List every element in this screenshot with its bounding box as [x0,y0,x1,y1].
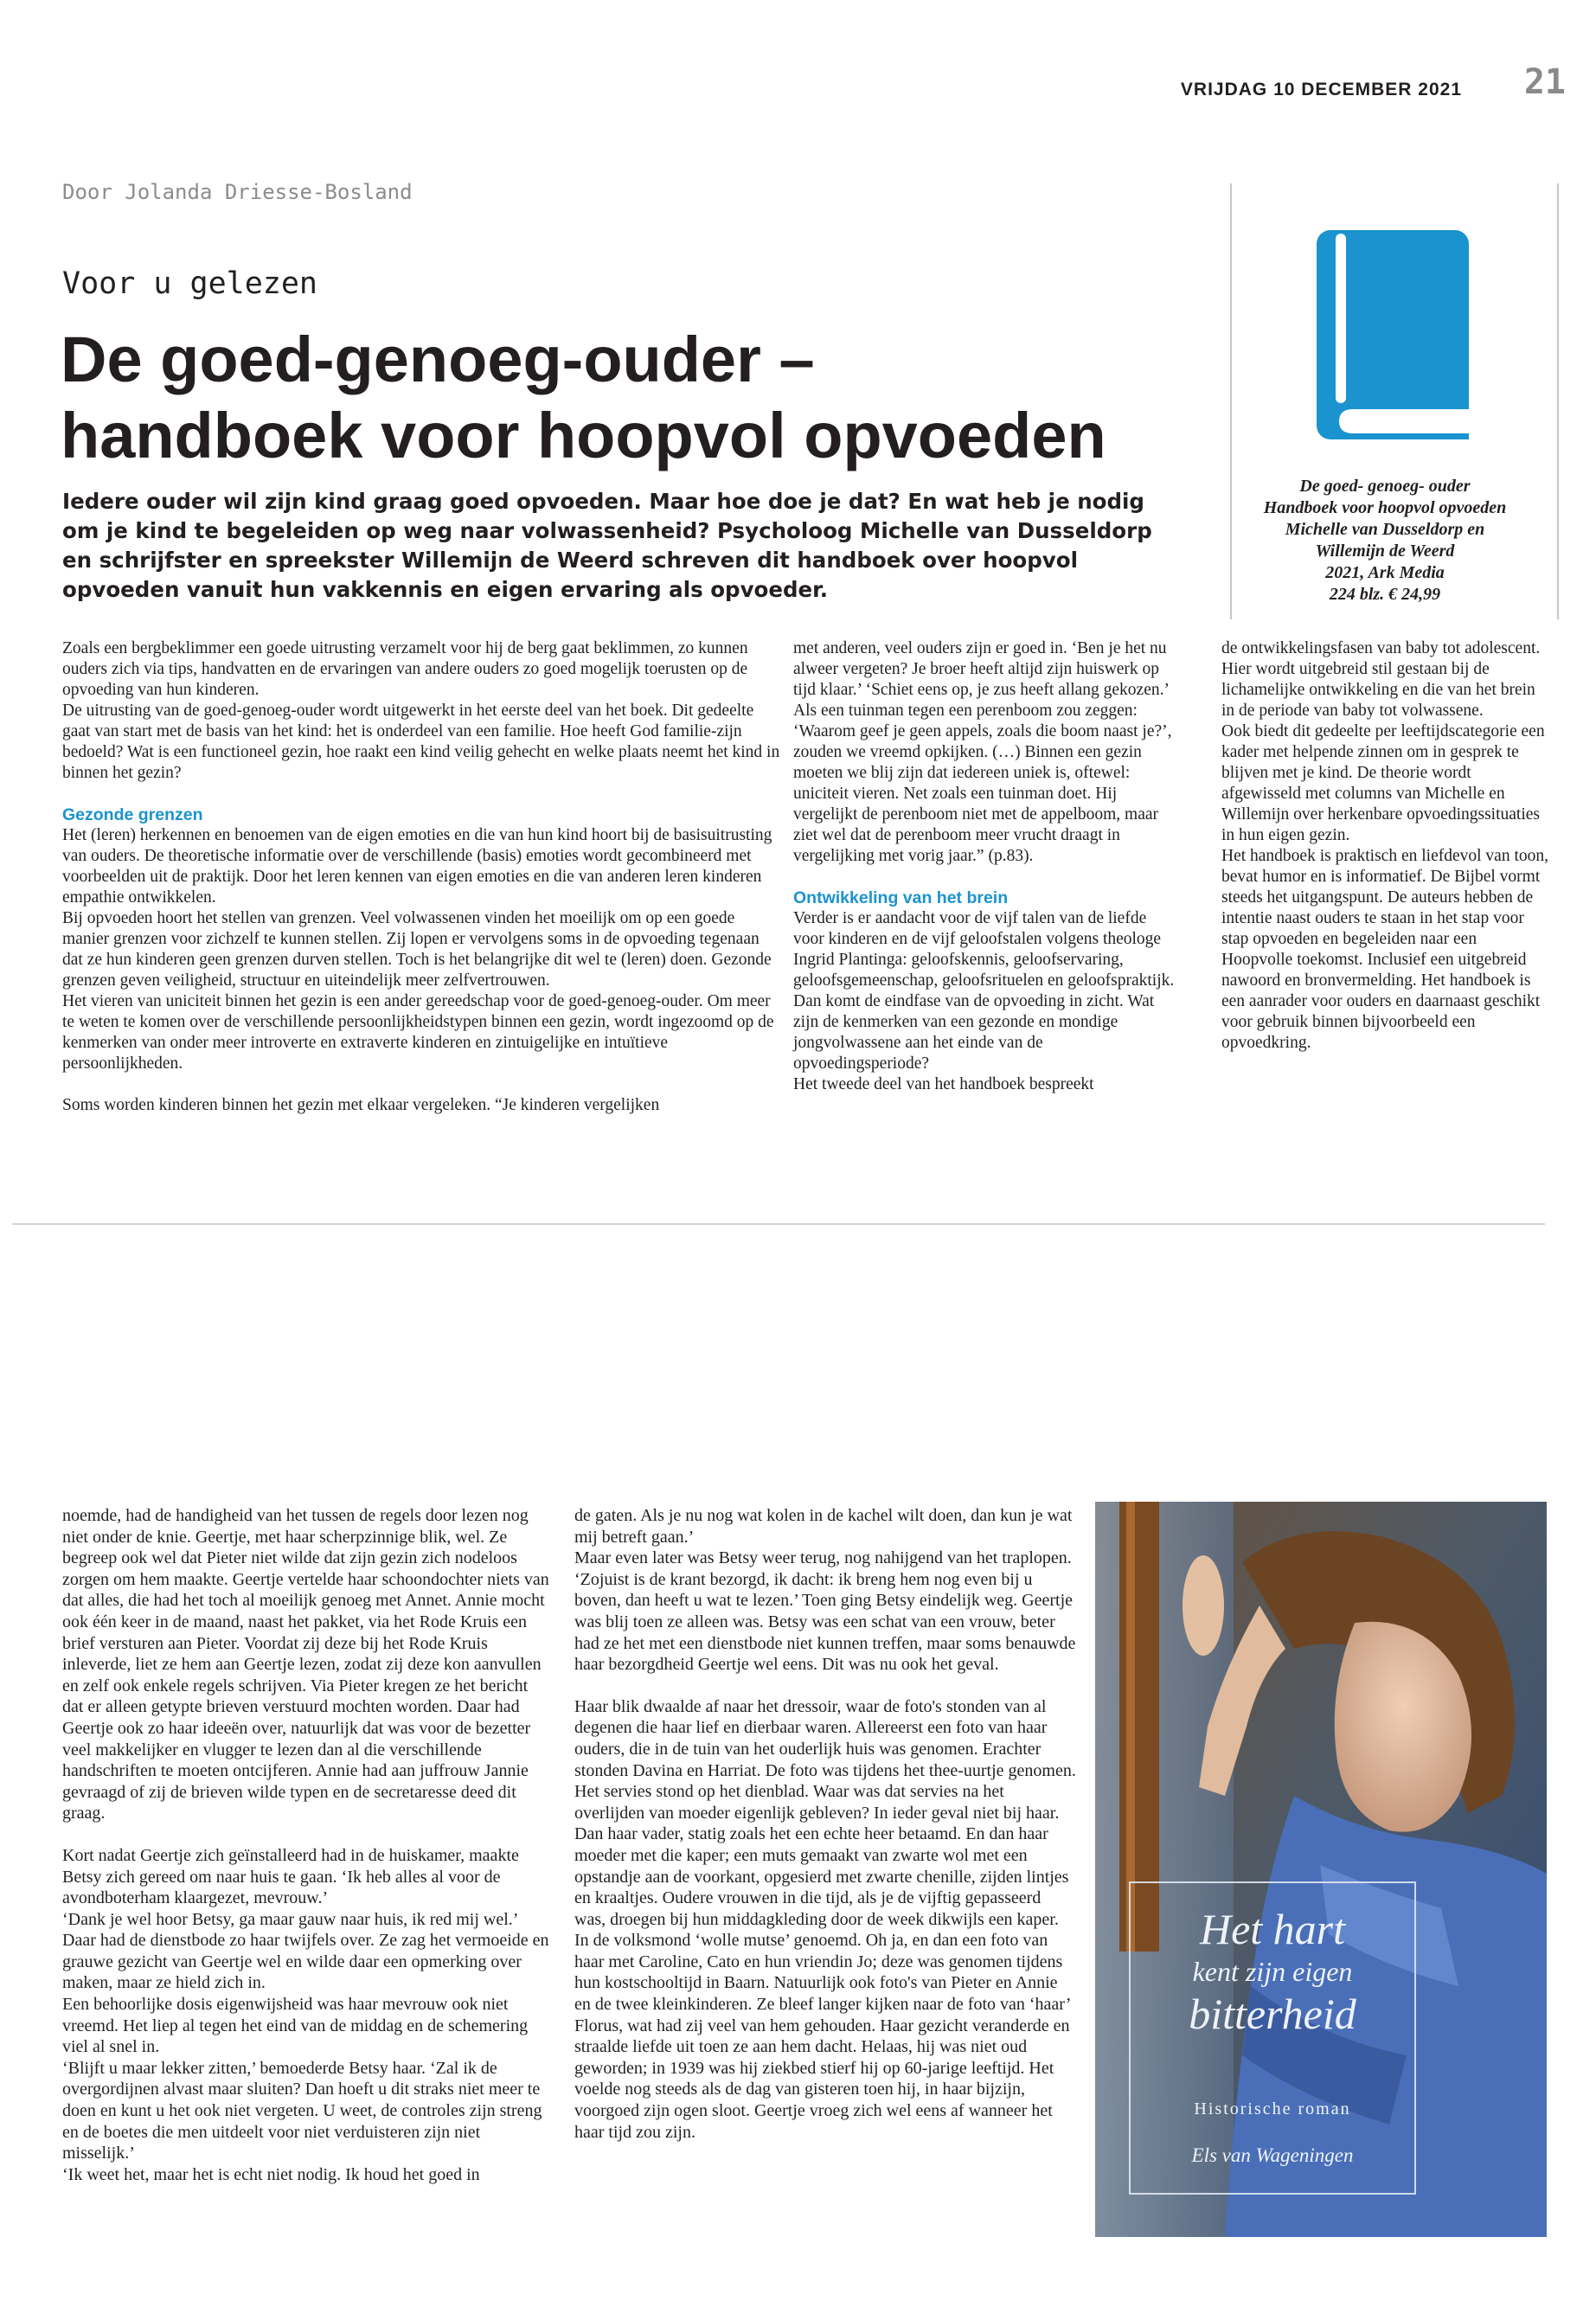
kicker: Voor u gelezen [62,266,318,301]
book-info-author-1: Michelle van Dusseldorp en [1285,520,1485,539]
headline-line-2: handboek voor hoopvol opvoeden [61,400,1106,471]
book-info-price: 224 blz. € 24,99 [1329,585,1441,604]
cover-author: Els van Wageningen [1191,2144,1354,2166]
paragraph: noemde, had de handigheid van het tussen de regels door lezen nog niet onder de knie. Geertje, met haar scherpzinnige blik, wel. Ze begreep ook wel dat Pieter niet wilde dat zijn gezin zich nodeloos zorgen om hem maakte. Geertje vertelde haar schoondochter niets van dat alles, die had het toch al moeilijk genoeg met Annet. Annie mocht ook één keer in de maand, naast het pakket, via het Rode Kruis een brief versturen aan Pieter. Voordat zij deze bij het Rode Kruis inleverde, liet ze hem aan Geertje lezen, zodat zij deze kon aanvullen en zelf ook enkele regels schrijven. Via Pieter kregen ze het bericht dat er alleen getypte brieven verstuurd mochten worden. Daar had Geertje ook zo haar ideeën over, natuurlijk dat was voor de bezetter veel makkelijker en vlugger te lezen dan al die verschillende handschriften te moeten ontcijferen. Annie had aan juffrouw Jannie gevraagd of zij de brieven wilde typen en de secretaresse deed dit graag. [62,1506,549,1823]
story-column-2 [574,1505,1076,2143]
paragraph: Bij opvoeden hoort het stellen van grenzen. Veel volwassenen vinden het moeilijk om op een goede manier grenzen voor zichzelf te kunnen stellen. Zij lopen er vervolgens soms in de opvoeding tegenaan dat ze hun kinderen geen grenzen durven stellen. Toch is het belangrijke dit wel te (leren) doen. Gezonde grenzen geven veiligheid, structuur en uiteindelijk meer zelfvertrouwen. [62,909,772,990]
paragraph: Ook biedt dit gedeelte per leeftijdscategorie een kader met helpende zinnen om in gesprek te blijven met je kind. De theorie wordt afgewisseld met columns van Michelle en Willemijn over herkenbare opvoedingssituaties in hun eigen gezin. [1221,722,1545,844]
cover-title-line-1: Het hart [1199,1905,1346,1953]
paragraph: de gaten. Als je nu nog wat kolen in de kachel wilt doen, dan kun je wat mij betreft gaan.’ [574,1506,1073,1547]
paragraph: ‘Dank je wel hoor Betsy, ga maar gauw naar huis, ik red mij wel.’ Daar had de dienstbode zo haar twijfels over. Ze zag het vermoeide en grauwe gezicht van Geertje wel en wilde daar een opmerking over maken, maar ze hield zich in. [62,1909,549,1993]
book-info-subtitle: Handboek voor hoopvol opvoeden [1263,498,1507,517]
paragraph: Het vieren van uniciteit binnen het gezin is een ander gereedschap voor de goed-genoeg-ouder. Om meer te weten te komen over de verschillende persoonlijkheidstypen binnen een gezin, wordt ingezoomd op de kenmerken van onder meer introverte en extraverte kinderen en zintuigelijke en intuïtieve persoonlijkheden. [62,992,774,1073]
info-box-right-border [1557,183,1559,619]
paragraph: Verder is er aandacht voor de vijf talen van de liefde voor kinderen en de vijf geloofstalen volgens theologe Ingrid Plantinga: geloofskennis, geloofservaring, geloofsgemeenschap, geloofsrituelen en geloofspraktijk. [793,909,1175,990]
paragraph: de ontwikkelingsfasen van baby tot adolescent. Hier wordt uitgebreid stil gestaan bij de lichamelijke ontwikkeling en die van het brein in de periode van baby tot volwassene. [1221,639,1541,720]
paragraph: Dan komt de eindfase van de opvoeding in zicht. Wat zijn de kenmerken van een gezonde en mondige jongvolwassene aan het einde van de opvoedingsperiode? [793,992,1155,1073]
article-column-2 [793,638,1178,1095]
subheading-gezonde-grenzen: Gezonde grenzen [62,805,203,824]
paragraph: Maar even later was Betsy weer terug, nog nahijgend van het traplopen. ‘Zojuist is de krant bezorgd, ik dacht: ik breng hem nog even bij u boven, dan heeft u wat te lezen.’ Toen ging Betsy eindelijk weg. Geertje was blij toen ze alleen was. Betsy was een schat van een vrouw, beter had ze het met een dienstbode niet kunnen treffen, maar soms benauwde haar bezorgdheid Geertje wel eens. Dit was nu ook het geval. [574,1548,1076,1675]
paragraph: Een behoorlijke dosis eigenwijsheid was haar mevrouw ook niet vreemd. Het liep al tegen het eind van de middag en de schemering viel al snel in. [62,1995,529,2057]
paragraph: Kort nadat Geertje zich geïnstalleerd had in de huiskamer, maakte Betsy zich gereed om naar huis te gaan. ‘Ik heb alles al voor de avondboterham klaargezet, mevrouw.’ [62,1845,519,1908]
byline: Door Jolanda Driesse-Bosland [62,180,413,204]
paragraph: Haar blik dwaalde af naar het dressoir, waar de foto's stonden van al degenen die haar lief en dierbaar waren. Allereerst een foto van haar ouders, die in de tuin van het ouderlijk huis was genomen. Erachter stonden Davina en Harriat. De foto was tijdens het thee-uurtje genomen. Het servies stond op het dienblad. Waar was dat servies na het overlijden van moeder eigenlijk gebleven? In ieder geval niet bij haar. Dan haar vader, statig zoals het een echte heer betaamd. En dan haar moeder met die kaper; een muts gemaakt van zwarte wol met een opstandje aan de voorkant, opgesierd met zwarte chenille, zijden lintjes en kraaltjes. Oudere vrouwen in die tijd, als je de vijftig gepasseerd was, droegen bij hun middagkleding door de week dikwijls een kaper. In de volksmond ‘wolle mutse’ genoemd. Oh ja, en dan een foto van haar met Caroline, Cato en hun vriendin Jo; deze was genomen tijdens hun kostschooltijd in Baarn. Natuurlijk ook foto's van Pieter en Annie en de twee kleinkinderen. Ze bleef langer kijken naar de foto van ‘haar’ Florus, wat had zij veel van hem gehouden. Haar gezicht veranderde en straalde liefde uit toen ze aan hem dacht. Helaas, hij was niet oud geworden; in 1939 was hij ziekbed stierf hij op 60-jarige leeftijd. Het voelde nog steeds als de dag van gisteren toen hij, in haar bijzijn, voorgoed zijn ogen sloot. Geertje vroeg zich wel eens af wanneer het haar tijd zou zijn. [574,1696,1076,2142]
headline-line-1: De goed-genoeg-ouder – [61,324,815,395]
cover-title [1130,1905,1415,2038]
book-info-author-2: Willemijn de Weerd [1315,542,1455,561]
book-info-publisher: 2021, Ark Media [1325,563,1445,582]
book-cover-image [1095,1502,1547,2237]
story-column-1 [62,1505,551,2185]
cover-illustration [1095,1502,1547,2237]
subheading-ontwikkeling-brein: Ontwikkeling van het brein [793,888,1009,907]
cover-title-line-2: kent zijn eigen [1192,1956,1353,1987]
issue-date: VRIJDAG 10 DECEMBER 2021 [1180,80,1462,99]
book-info [1235,476,1535,606]
paragraph: Het handboek is praktisch en liefdevol van toon, bevat humor en is informatief. De Bijbel vormt steeds het uitgangspunt. De auteurs hebben de intentie naast ouders te staan in het stap voor stap opvoeden en begeleiden naar een Hoopvolle toekomst. Inclusief een uitgebreid nawoord en bronvermelding. Het handboek is een aanrader voor ouders en daarnaast geschikt voor gebruik binnen bijvoorbeeld een opvoedkring. [1221,847,1548,1052]
lead-paragraph: Iedere ouder wil zijn kind graag goed opvoeden. Maar hoe doe je dat? En wat heb je nodig om je kind te begeleiden op weg naar volwassenheid? Psycholoog Michelle van Dusseldorp en schrijfster en spreekster Willemijn de Weerd schreven dit handboek over hoopvol opvoeden vanuit hun vakkennis en eigen ervaring als opvoeder. [62,489,1152,602]
paragraph: ‘Blijft u maar lekker zitten,’ bemoederde Betsy haar. ‘Zal ik de overgordijnen alvast maar sluiten? Dan hoeft u dit straks niet meer te doen en kunt u het ook niet vergeten. U weet, de controles zijn streng en de boetes die men uitdeelt voor niet verduisteren zijn niet misselijk.’ [62,2058,542,2163]
book-info-title: De goed- genoeg- ouder [1299,477,1471,496]
page-number: 21 [1523,62,1566,102]
paragraph: Het (leren) herkennen en benoemen van de eigen emoties en die van hun kind hoort bij de basisuitrusting van ouders. De theoretische informatie over de verschillende (basis) emoties wordt gecombineerd met voorbeelden uit de praktijk. Door het leren kennen van eigen emoties en die van anderen leren kinderen empathie ontwikkelen. [62,826,772,907]
paragraph: met anderen, veel ouders zijn er goed in. ‘Ben je het nu alweer vergeten? Je broer heeft altijd zijn huiswerk op tijd klaar.’ ‘Schiet eens op, je zus heeft allang gekozen.’ Als een tuinman tegen een perenboom zou zeggen: ‘Waarom geef je geen appels, zoals die boom naast je?’, zouden we vreemd opkijken. (…) Binnen een gezin moeten we blij zijn dat iedereen uniek is, oftewel: uniciteit vieren. Net zoals een tuinman doet. Hij vergelijkt de perenboom niet met de appelboom, maar ziet wel dat de perenboom meer vrucht draagt in vergelijking met vorig jaar.” (p.83). [793,639,1172,865]
book-icon [1306,230,1479,439]
section-divider [12,1223,1545,1225]
cover-genre: Historische roman [1194,2099,1351,2118]
cover-title-line-3: bitterheid [1189,1990,1356,2038]
headline [61,322,1202,474]
paragraph: ‘Ik weet het, maar het is echt niet nodig. Ik houd het goed in [62,2164,480,2184]
paragraph: De uitrusting van de goed-genoeg-ouder wordt uitgewerkt in het eerste deel van het boek. Dit gedeelte gaat van start met de basis van het kind: het is onderdeel van een familie. Hoe heeft God familie-zijn bedoeld? Wat is een functioneel gezin, hoe raakt een kind veilig gehecht en welke plaats neemt het kind in binnen het gezin? [62,702,780,782]
article-column-1 [62,638,780,1116]
paragraph: Het tweede deel van het handboek bespreekt [793,1075,1094,1093]
paragraph: Zoals een bergbeklimmer een goede uitrusting verzamelt voor hij de berg gaat beklimmen, zo kunnen ouders zich via tips, handvatten en de ervaringen van andere ouders zo goed mogelijk toerusten op de opvoeding van hun kinderen. [62,639,748,699]
paragraph: Soms worden kinderen binnen het gezin met elkaar vergeleken. “Je kinderen vergelijken [62,1096,660,1114]
info-box-left-border [1230,183,1232,619]
article-column-3 [1221,638,1550,1054]
